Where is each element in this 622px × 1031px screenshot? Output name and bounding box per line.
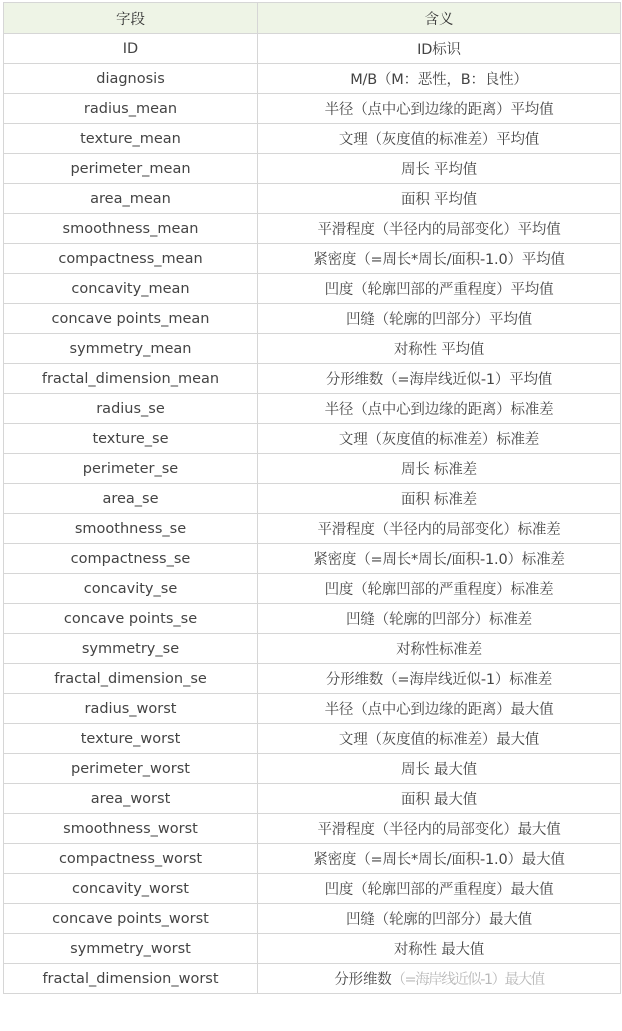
cell-field: area_worst bbox=[4, 784, 258, 814]
cell-field: radius_se bbox=[4, 394, 258, 424]
cell-field: concavity_mean bbox=[4, 274, 258, 304]
cell-field: texture_mean bbox=[4, 124, 258, 154]
table-row bbox=[4, 124, 621, 154]
watermark-obscured-text: （=海岸线近似-1）最大值 bbox=[391, 972, 544, 988]
cell-field: area_mean bbox=[4, 184, 258, 214]
cell-field: texture_se bbox=[4, 424, 258, 454]
cell-field: compactness_se bbox=[4, 544, 258, 574]
table-row bbox=[4, 604, 621, 634]
table-row bbox=[4, 184, 621, 214]
cell-meaning: 半径（点中心到边缘的距离）平均值 bbox=[258, 94, 621, 124]
table-row bbox=[4, 304, 621, 334]
cell-field: smoothness_mean bbox=[4, 214, 258, 244]
cell-meaning: 凹缝（轮廓的凹部分）平均值 bbox=[258, 304, 621, 334]
cell-meaning: 半径（点中心到边缘的距离）标准差 bbox=[258, 394, 621, 424]
cell-meaning: 对称性标准差 bbox=[258, 634, 621, 664]
cell-meaning: 面积 平均值 bbox=[258, 184, 621, 214]
header-field: 字段 bbox=[4, 3, 258, 34]
table-row bbox=[4, 784, 621, 814]
table-row bbox=[4, 514, 621, 544]
cell-field: radius_worst bbox=[4, 694, 258, 724]
table-row bbox=[4, 874, 621, 904]
cell-field: compactness_worst bbox=[4, 844, 258, 874]
table-row bbox=[4, 334, 621, 364]
cell-field: concave points_mean bbox=[4, 304, 258, 334]
cell-meaning: 凹缝（轮廓的凹部分）最大值 bbox=[258, 904, 621, 934]
cell-meaning: 周长 平均值 bbox=[258, 154, 621, 184]
table-row bbox=[4, 34, 621, 64]
cell-field: fractal_dimension_mean bbox=[4, 364, 258, 394]
table-header-row bbox=[4, 3, 621, 34]
cell-meaning: 对称性 平均值 bbox=[258, 334, 621, 364]
table-body bbox=[4, 34, 621, 994]
table-row bbox=[4, 244, 621, 274]
cell-field: perimeter_worst bbox=[4, 754, 258, 784]
table-row bbox=[4, 424, 621, 454]
table-row bbox=[4, 664, 621, 694]
cell-field: fractal_dimension_se bbox=[4, 664, 258, 694]
table-row bbox=[4, 484, 621, 514]
table-row bbox=[4, 94, 621, 124]
cell-field: area_se bbox=[4, 484, 258, 514]
table-row bbox=[4, 634, 621, 664]
cell-meaning: 面积 最大值 bbox=[258, 784, 621, 814]
cell-meaning: 分形维数（=海岸线近似-1）标准差 bbox=[258, 664, 621, 694]
cell-meaning: 紧密度（=周长*周长/面积-1.0）平均值 bbox=[258, 244, 621, 274]
cell-meaning: 凹度（轮廓凹部的严重程度）平均值 bbox=[258, 274, 621, 304]
table-row bbox=[4, 934, 621, 964]
table-row bbox=[4, 364, 621, 394]
cell-meaning: 文理（灰度值的标准差）最大值 bbox=[258, 724, 621, 754]
cell-field: smoothness_worst bbox=[4, 814, 258, 844]
table-row bbox=[4, 814, 621, 844]
cell-field: perimeter_mean bbox=[4, 154, 258, 184]
cell-meaning: 面积 标准差 bbox=[258, 484, 621, 514]
cell-meaning: 紧密度（=周长*周长/面积-1.0）最大值 bbox=[258, 844, 621, 874]
cell-meaning: 分形维数（=海岸线近似-1）平均值 bbox=[258, 364, 621, 394]
table-row bbox=[4, 694, 621, 724]
cell-field: diagnosis bbox=[4, 64, 258, 94]
cell-meaning: 文理（灰度值的标准差）标准差 bbox=[258, 424, 621, 454]
cell-field: radius_mean bbox=[4, 94, 258, 124]
table-row bbox=[4, 394, 621, 424]
table-row bbox=[4, 574, 621, 604]
cell-meaning: 凹度（轮廓凹部的严重程度）标准差 bbox=[258, 574, 621, 604]
field-description-table-container bbox=[3, 2, 620, 994]
cell-field: compactness_mean bbox=[4, 244, 258, 274]
cell-meaning: 紧密度（=周长*周长/面积-1.0）标准差 bbox=[258, 544, 621, 574]
cell-field: concavity_se bbox=[4, 574, 258, 604]
header-meaning: 含义 bbox=[258, 3, 621, 34]
table-row bbox=[4, 454, 621, 484]
cell-field: ID bbox=[4, 34, 258, 64]
cell-meaning: 周长 最大值 bbox=[258, 754, 621, 784]
table-row bbox=[4, 274, 621, 304]
field-description-table bbox=[3, 2, 621, 994]
cell-meaning: M/B（M：恶性，B：良性） bbox=[258, 64, 621, 94]
cell-field: symmetry_mean bbox=[4, 334, 258, 364]
cell-meaning: 文理（灰度值的标准差）平均值 bbox=[258, 124, 621, 154]
table-row bbox=[4, 754, 621, 784]
cell-meaning: 平滑程度（半径内的局部变化）最大值 bbox=[258, 814, 621, 844]
cell-field: texture_worst bbox=[4, 724, 258, 754]
table-row bbox=[4, 544, 621, 574]
cell-meaning: 周长 标准差 bbox=[258, 454, 621, 484]
cell-meaning: 平滑程度（半径内的局部变化）标准差 bbox=[258, 514, 621, 544]
cell-field: symmetry_se bbox=[4, 634, 258, 664]
cell-field: concavity_worst bbox=[4, 874, 258, 904]
cell-meaning: 凹度（轮廓凹部的严重程度）最大值 bbox=[258, 874, 621, 904]
cell-field: perimeter_se bbox=[4, 454, 258, 484]
cell-meaning: ID标识 bbox=[258, 34, 621, 64]
cell-meaning-visible: 分形维数 bbox=[334, 972, 392, 988]
cell-meaning: 平滑程度（半径内的局部变化）平均值 bbox=[258, 214, 621, 244]
table-row bbox=[4, 64, 621, 94]
table-row bbox=[4, 844, 621, 874]
cell-field: fractal_dimension_worst bbox=[4, 964, 258, 994]
cell-meaning bbox=[258, 964, 621, 994]
table-row bbox=[4, 964, 621, 994]
table-row bbox=[4, 154, 621, 184]
cell-field: smoothness_se bbox=[4, 514, 258, 544]
cell-meaning: 凹缝（轮廓的凹部分）标准差 bbox=[258, 604, 621, 634]
table-row bbox=[4, 904, 621, 934]
cell-meaning: 半径（点中心到边缘的距离）最大值 bbox=[258, 694, 621, 724]
table-row bbox=[4, 724, 621, 754]
cell-field: concave points_worst bbox=[4, 904, 258, 934]
table-row bbox=[4, 214, 621, 244]
cell-field: symmetry_worst bbox=[4, 934, 258, 964]
cell-field: concave points_se bbox=[4, 604, 258, 634]
cell-meaning: 对称性 最大值 bbox=[258, 934, 621, 964]
